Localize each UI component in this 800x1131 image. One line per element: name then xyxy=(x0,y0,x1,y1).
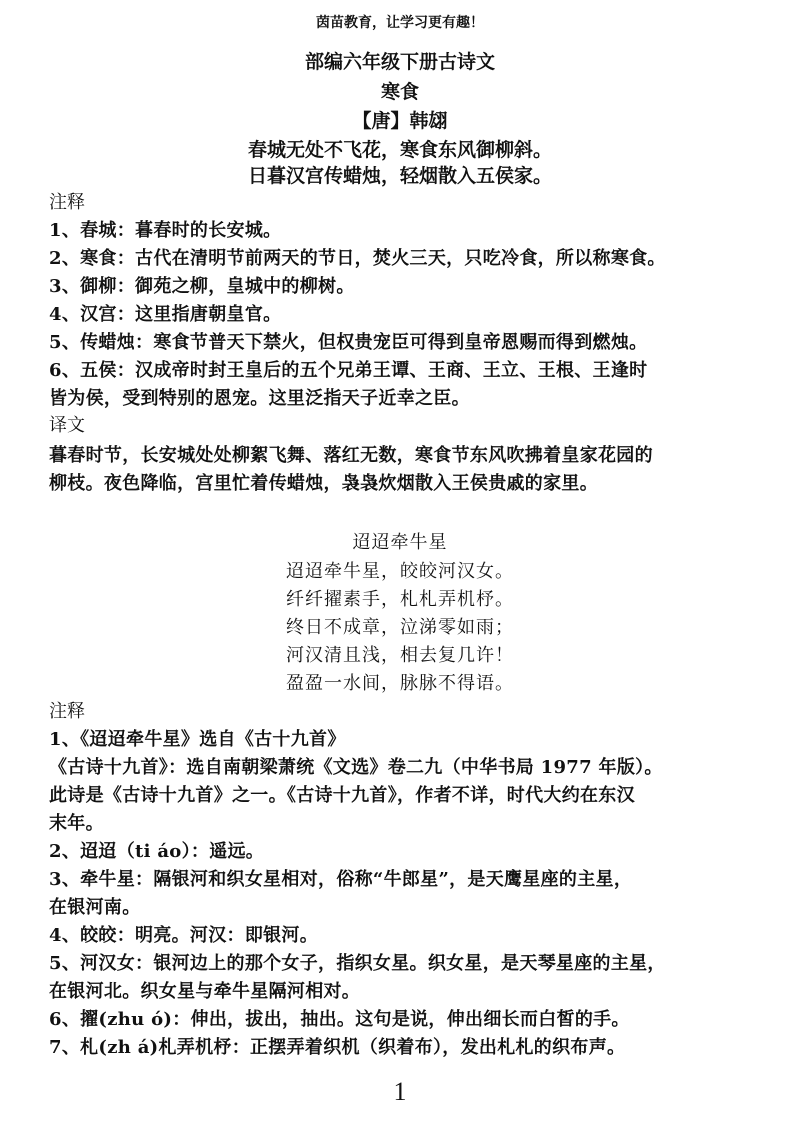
page-number: 1 xyxy=(393,1077,407,1106)
document-title: 部编六年级下册古诗文 xyxy=(304,51,495,73)
poem1-translation-label: 译文 xyxy=(49,415,85,436)
poem2-note: 《古诗十九首》：选自南朝梁萧统《文选》卷二九（中华书局 1977 年版）。 xyxy=(49,757,663,778)
poem2-note: 4、皎皎：明亮。河汉：即银河。 xyxy=(49,925,319,946)
poem2-note: 7、札(zh á)札弄机杼：正摆弄着织机（织着布），发出札札的织布声。 xyxy=(49,1037,626,1058)
poem2-note: 1、《迢迢牵牛星》选自《古十九首》 xyxy=(49,729,346,750)
poem1-note: 皆为侯，受到特别的恩宠。这里泛指天子近幸之臣。 xyxy=(49,388,470,409)
poem1-title: 寒食 xyxy=(380,81,419,103)
poem2-title: 迢迢牵牛星 xyxy=(352,532,448,553)
poem1-translation-line: 暮春时节，长安城处处柳絮飞舞、落红无数，寒食节东风吹拂着皇家花园的 xyxy=(49,445,653,466)
poem2-line: 纤纤擢素手，札札弄机杼。 xyxy=(286,589,514,610)
poem2-notes-label: 注释 xyxy=(49,701,85,722)
poem2-note: 2、迢迢（ti áo）：遥远。 xyxy=(49,841,265,862)
poem1-note: 3、御柳：御苑之柳，皇城中的柳树。 xyxy=(49,276,355,297)
poem2-note: 5、河汉女：银河边上的那个女子，指织女星。织女星，是天琴星座的主星， xyxy=(49,953,666,974)
poem1-line: 日暮汉宫传蜡烛，轻烟散入五侯家。 xyxy=(247,165,552,187)
poem1-note: 1、春城：暮春时的长安城。 xyxy=(49,220,282,241)
header-slogan: 茵苗教育，让学习更有趣！ xyxy=(316,15,484,31)
poem1-note: 4、汉宫：这里指唐朝皇官。 xyxy=(49,304,282,325)
poem2-line: 河汉清且浅，相去复几许！ xyxy=(286,645,514,666)
poem1-line: 春城无处不飞花，寒食东风御柳斜。 xyxy=(247,139,552,161)
poem1-note: 6、五侯：汉成帝时封王皇后的五个兄弟王谭、王商、王立、王根、王逢时 xyxy=(49,360,648,381)
poem1-author: 【唐】韩翃 xyxy=(352,110,448,132)
poem1-notes-label: 注释 xyxy=(49,192,85,213)
poem2-line: 迢迢牵牛星，皎皎河汉女。 xyxy=(286,561,514,582)
poem2-note: 在银河南。 xyxy=(49,897,141,918)
poem2-note: 6、擢(zhu ó)：伸出，拔出，抽出。这句是说，伸出细长而白皙的手。 xyxy=(49,1009,630,1030)
poem2-note: 在银河北。织女星与牵牛星隔河相对。 xyxy=(49,981,361,1002)
poem2-line: 盈盈一水间，脉脉不得语。 xyxy=(286,673,514,694)
poem1-translation-line: 柳枝。夜色降临，宫里忙着传蜡烛，袅袅炊烟散入王侯贵戚的家里。 xyxy=(49,473,598,494)
poem1-note: 5、传蜡烛：寒食节普天下禁火，但权贵宠臣可得到皇帝恩赐而得到燃烛。 xyxy=(49,332,648,353)
poem1-note: 2、寒食：古代在清明节前两天的节日，焚火三天，只吃冷食，所以称寒食。 xyxy=(49,248,666,269)
poem2-line: 终日不成章，泣涕零如雨； xyxy=(286,617,514,638)
poem2-note: 3、牵牛星：隔银河和织女星相对，俗称“牛郎星”，是天鹰星座的主星， xyxy=(49,869,633,890)
poem2-note: 末年。 xyxy=(49,813,104,834)
poem2-note: 此诗是《古诗十九首》之一。《古诗十九首》，作者不详，时代大约在东汉 xyxy=(49,785,635,806)
